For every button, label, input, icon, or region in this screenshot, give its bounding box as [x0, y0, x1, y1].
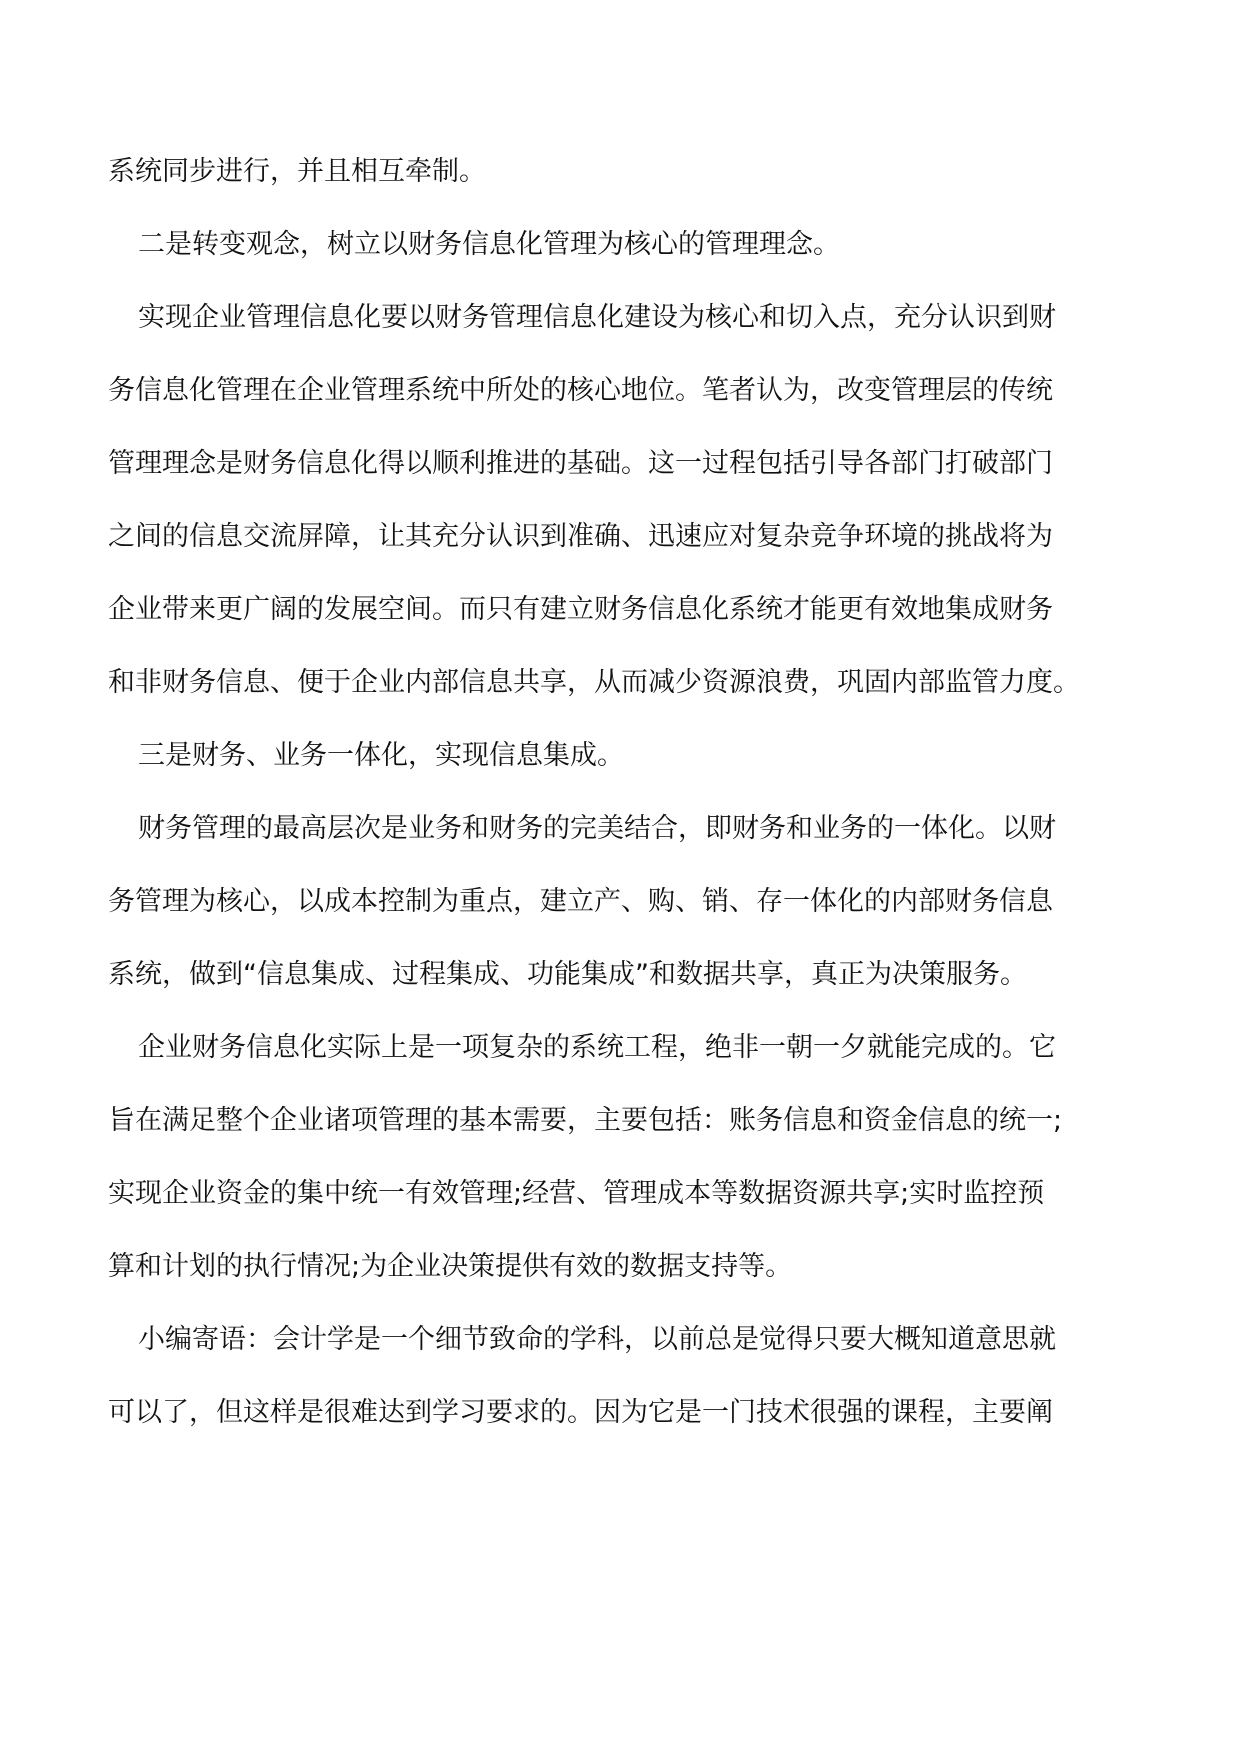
text-line: 和非财务信息、便于企业内部信息共享，从而减少资源浪费，巩固内部监管力度。: [108, 667, 1080, 698]
text-line: 实现企业管理信息化要以财务管理信息化建设为核心和切入点，充分认识到财: [138, 302, 1056, 333]
text-line: 财务管理的最高层次是业务和财务的完美结合，即财务和业务的一体化。以财: [138, 813, 1056, 844]
text-line: 企业带来更广阔的发展空间。而只有建立财务信息化系统才能更有效地集成财务: [108, 594, 1053, 625]
text-line: 二是转变观念，树立以财务信息化管理为核心的管理理念。: [138, 229, 840, 260]
text-line: 小编寄语：会计学是一个细节致命的学科，以前总是觉得只要大概知道意思就: [138, 1324, 1056, 1355]
text-line: 务信息化管理在企业管理系统中所处的核心地位。笔者认为，改变管理层的传统: [108, 375, 1053, 406]
text-line: 算和计划的执行情况;为企业决策提供有效的数据支持等。: [108, 1251, 793, 1282]
text-line: 系统，做到“信息集成、过程集成、功能集成”和数据共享，真正为决策服务。: [108, 959, 1027, 990]
text-line: 三是财务、业务一体化，实现信息集成。: [138, 740, 624, 771]
text-line: 务管理为核心，以成本控制为重点，建立产、购、销、存一体化的内部财务信息: [108, 886, 1053, 917]
text-line: 可以了，但这样是很难达到学习要求的。因为它是一门技术很强的课程，主要阐: [108, 1397, 1053, 1428]
text-line: 之间的信息交流屏障，让其充分认识到准确、迅速应对复杂竞争环境的挑战将为: [108, 521, 1053, 552]
text-line: 管理理念是财务信息化得以顺利推进的基础。这一过程包括引导各部门打破部门: [108, 448, 1053, 479]
text-line: 旨在满足整个企业诸项管理的基本需要，主要包括：账务信息和资金信息的统一;: [108, 1105, 1063, 1136]
text-line: 企业财务信息化实际上是一项复杂的系统工程，绝非一朝一夕就能完成的。它: [138, 1032, 1056, 1063]
text-line: 系统同步进行，并且相互牵制。: [108, 156, 486, 187]
text-line: 实现企业资金的集中统一有效管理;经营、管理成本等数据资源共享;实时监控预: [108, 1178, 1045, 1209]
